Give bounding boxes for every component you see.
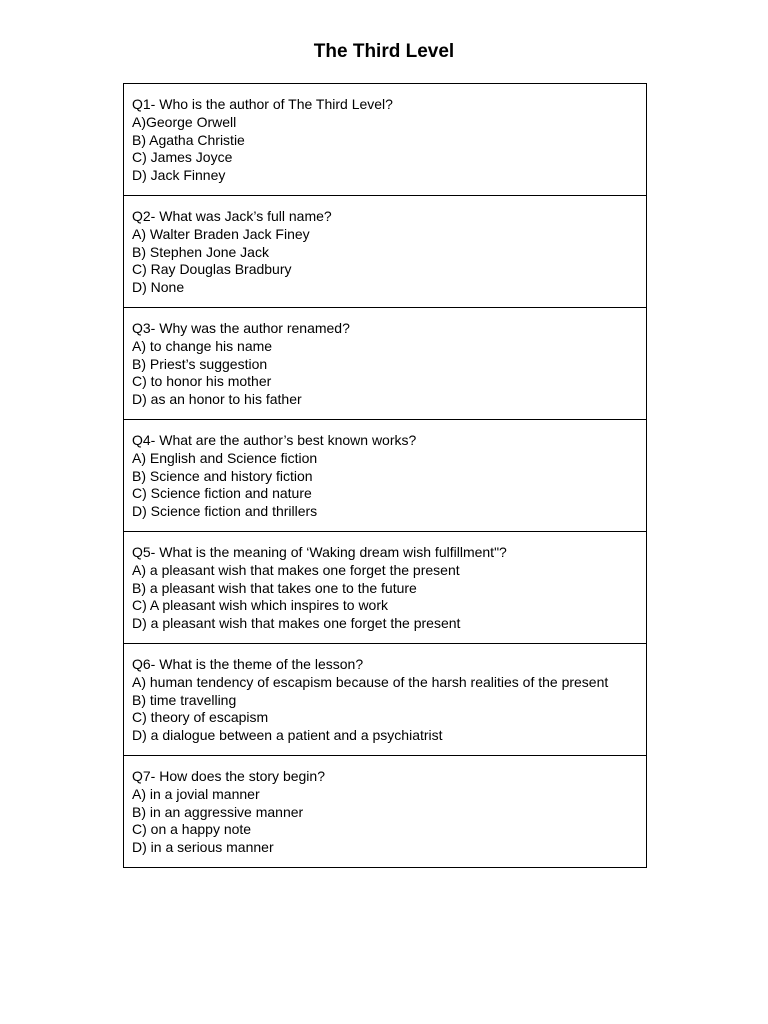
option-c: C) A pleasant wish which inspires to work bbox=[132, 597, 388, 614]
option-c: C) to honor his mother bbox=[132, 373, 272, 390]
page-title: The Third Level bbox=[313, 41, 455, 62]
option-b: B) Agatha Christie bbox=[132, 131, 245, 148]
option-b: B) a pleasant wish that takes one to the future bbox=[132, 579, 417, 596]
question-text: Q3- Why was the author renamed? bbox=[132, 319, 350, 336]
question-text: Q4- What are the author’s best known works? bbox=[132, 431, 417, 448]
option-c: C) theory of escapism bbox=[132, 709, 269, 726]
option-b: B) time travelling bbox=[132, 691, 237, 708]
question-row bbox=[124, 84, 647, 196]
option-d: D) a dialogue between a patient and a psychiatrist bbox=[132, 727, 443, 744]
option-d: D) in a serious manner bbox=[132, 839, 274, 856]
option-a: A) English and Science fiction bbox=[132, 449, 318, 466]
option-c: C) on a happy note bbox=[132, 821, 252, 838]
question-cell-q1 bbox=[124, 84, 647, 196]
question-text: Q2- What was Jack’s full name? bbox=[132, 207, 332, 224]
option-b: B) Science and history fiction bbox=[132, 467, 313, 484]
option-d: D) Jack Finney bbox=[132, 167, 226, 184]
option-d: D) as an honor to his father bbox=[132, 391, 302, 408]
option-c: C) Science fiction and nature bbox=[132, 485, 312, 502]
question-cell-q7 bbox=[124, 755, 647, 867]
question-row bbox=[124, 755, 647, 867]
question-cell-q2 bbox=[124, 195, 647, 307]
option-a: A) a pleasant wish that makes one forget the present bbox=[132, 561, 460, 578]
question-row bbox=[124, 307, 647, 419]
question-text: Q5- What is the meaning of ‘Waking dream wish fulfillment"? bbox=[132, 543, 507, 560]
option-d: D) a pleasant wish that makes one forget the present bbox=[132, 615, 461, 632]
option-c: C) James Joyce bbox=[132, 149, 233, 166]
quiz-table bbox=[123, 83, 647, 868]
question-row bbox=[124, 195, 647, 307]
option-b: B) in an aggressive manner bbox=[132, 803, 304, 820]
option-a: A) Walter Braden Jack Finey bbox=[132, 225, 310, 242]
question-row bbox=[124, 643, 647, 755]
option-d: D) None bbox=[132, 279, 185, 296]
option-a: A) in a jovial manner bbox=[132, 785, 260, 802]
question-text: Q6- What is the theme of the lesson? bbox=[132, 655, 364, 672]
question-cell-q6 bbox=[124, 643, 647, 755]
option-d: D) Science fiction and thrillers bbox=[132, 503, 318, 520]
option-b: B) Priest’s suggestion bbox=[132, 355, 268, 372]
question-cell-q3 bbox=[124, 307, 647, 419]
option-b: B) Stephen Jone Jack bbox=[132, 243, 269, 260]
question-cell-q4 bbox=[124, 419, 647, 531]
option-a: A)George Orwell bbox=[132, 113, 237, 130]
option-c: C) Ray Douglas Bradbury bbox=[132, 261, 292, 278]
option-a: A) to change his name bbox=[132, 337, 273, 354]
question-row bbox=[124, 531, 647, 643]
question-text: Q7- How does the story begin? bbox=[132, 767, 325, 784]
question-cell-q5 bbox=[124, 531, 647, 643]
question-row bbox=[124, 419, 647, 531]
option-a: A) human tendency of escapism because of the harsh realities of the present bbox=[132, 673, 609, 690]
question-text: Q1- Who is the author of The Third Level? bbox=[132, 96, 393, 112]
